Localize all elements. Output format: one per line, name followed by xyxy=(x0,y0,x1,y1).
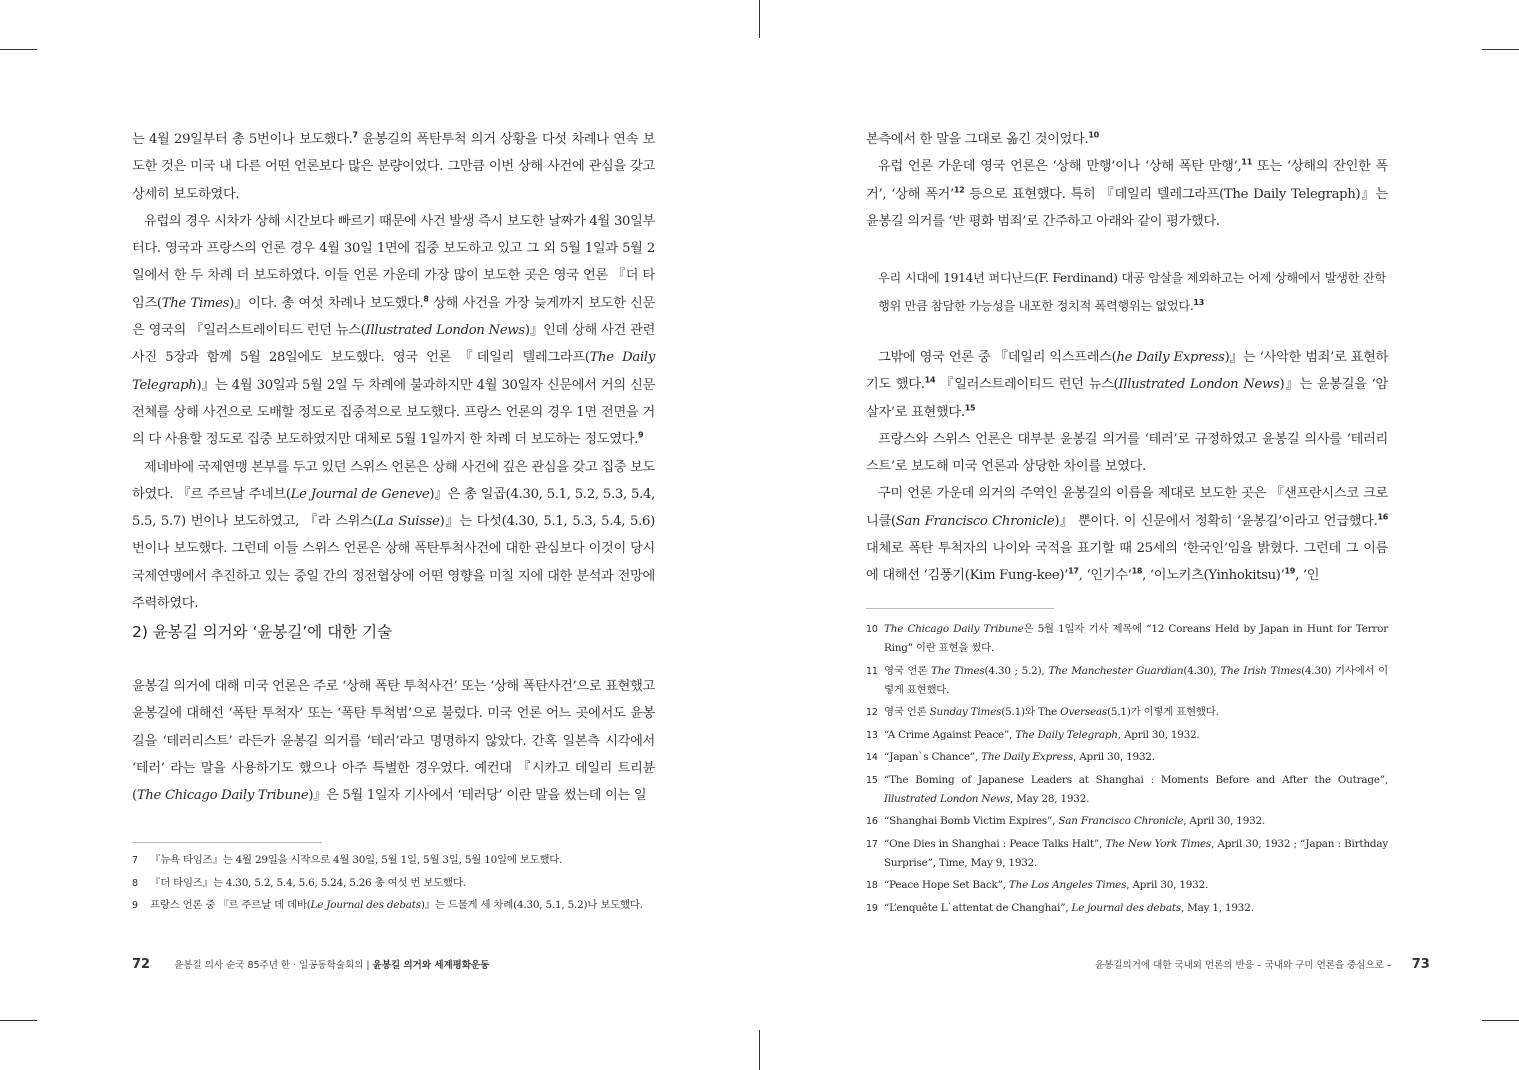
italic-title: Illustrated London News xyxy=(1118,377,1280,393)
right-body-text xyxy=(866,126,1388,235)
italic-title: The Chicago Daily Tribune xyxy=(884,623,1024,635)
footnote xyxy=(866,899,1388,918)
text-run: 유럽 언론 가운데 영국 언론은 ‘상해 만행’이나 ‘상해 폭탄 만행’, xyxy=(878,159,1242,175)
footnote-ref: 18 xyxy=(1131,566,1143,576)
footnote-ref: 15 xyxy=(964,403,976,413)
footnote-text xyxy=(884,748,1388,767)
section-heading: 2) 윤봉길 의거와 ‘윤봉길’에 대한 기술 xyxy=(132,623,393,641)
italic-title: The Daily Telegraph xyxy=(1015,728,1118,741)
footnote xyxy=(866,703,1388,722)
footnote xyxy=(132,896,652,915)
footnote-text xyxy=(884,662,1388,700)
italic-title: The Times xyxy=(930,664,985,677)
text-run: (4.30 ; 5.2), xyxy=(984,664,1049,677)
footnote xyxy=(866,726,1388,745)
quote-text xyxy=(878,264,1386,320)
text-run: 『일러스트레이티드 런던 뉴스( xyxy=(935,377,1119,393)
text-run: , ‘이노키츠(Yinhokitsu)’ xyxy=(1142,568,1285,584)
footnote-text xyxy=(884,620,1388,658)
italic-title: Overseas xyxy=(1060,706,1108,718)
italic-title: Illustrated London News xyxy=(884,792,1011,805)
footnote xyxy=(132,851,652,870)
running-title: 윤봉길 의사 순국 85주년 한 · 일공동학술회의 | xyxy=(174,960,373,971)
footnote-ref: 14 xyxy=(924,375,936,385)
text-run: 는 4월 29일부터 총 5번이나 보도했다. xyxy=(132,132,353,147)
paragraph xyxy=(132,673,655,809)
paragraph xyxy=(866,126,1388,153)
italic-title: he Daily Express xyxy=(1116,350,1225,365)
text-run: 영국 언론 xyxy=(884,664,931,677)
footnote-number: 16 xyxy=(866,816,878,827)
text-run: 프랑스와 스위스 언론은 대부분 윤봉길 의거를 ‘테러’로 규정하였고 윤봉길 의사를 ‘테러리스트’로 보도해 미국 언론과 상당한 차이를 보였다. xyxy=(866,431,1388,475)
footnote-text xyxy=(884,876,1388,895)
paragraph xyxy=(866,480,1388,589)
text-run: , April 30, 1932. xyxy=(1126,879,1209,891)
footnote-text xyxy=(884,703,1388,722)
footnote xyxy=(866,771,1388,809)
text-run: 프랑스 언론 중 『르 주르날 데 데바( xyxy=(150,899,311,911)
running-title-bold: 윤봉길 의거와 세계평화운동 xyxy=(372,960,490,971)
italic-title: Illustrated London News xyxy=(365,323,525,339)
right-body-text-2 xyxy=(866,344,1388,590)
text-run: 우리 시대에 1914년 퍼디난드(F. Ferdinand) 대공 암살을 제외하고는 어제 상해에서 발생한 잔학행위 만큼 참담한 가능성을 내포한 정치적 폭력행위는 없었다. xyxy=(878,271,1386,313)
footnote-ref: 12 xyxy=(953,185,965,195)
footnote-text xyxy=(884,899,1388,918)
text-run: (5.1)와 The xyxy=(1001,706,1061,718)
text-run: 은 5월 1일자 기사 제목에 “12 Coreans Held by Japan in Hunt for Terror Ring” 이란 표현을 썼다. xyxy=(884,623,1388,654)
footnote-rule xyxy=(132,842,322,843)
text-run: )』는 다섯(4.30, 5.1, 5.3, 5.4, 5.6) 번이나 보도했다. 그런데 이들 스위스 언론은 상해 폭탄투척사건에 대한 관심보다 이것이 당시 국제연맹에서 추진하고 있는 중일 간의 정전협상에 어떤 영향을 미칠 지에 대한 분석과 전망에 주력하였다. xyxy=(132,514,655,612)
footnote-ref: 17 xyxy=(1068,566,1079,576)
text-run: , May 1, 1932. xyxy=(1180,901,1254,914)
text-run: )』은 5월 1일자 기사에서 ‘테러당’ 이란 말을 썼는데 이는 일 xyxy=(308,788,647,804)
text-run: 영국 언론 xyxy=(884,706,930,718)
footnote-number: 9 xyxy=(132,900,138,911)
paragraph xyxy=(866,344,1388,426)
page-number: 73 xyxy=(1411,957,1430,972)
block-quote xyxy=(878,264,1386,320)
footnote-text xyxy=(884,835,1388,873)
text-run: )』이다. 총 여섯 차례나 보도했다. xyxy=(229,295,424,311)
footnote-ref: 9 xyxy=(638,430,644,440)
footnote-ref: 13 xyxy=(1193,297,1204,307)
footnote-number: 7 xyxy=(132,855,138,866)
text-run: “Shanghai Bomb Victim Expires”, xyxy=(884,815,1059,827)
footnote-ref: 8 xyxy=(423,294,429,304)
footnote-number: 14 xyxy=(866,752,878,763)
footnote-number: 17 xyxy=(866,838,878,850)
text-run: , ‘인기수’ xyxy=(1078,568,1132,584)
footnote xyxy=(866,835,1388,873)
text-run: )』는 4월 30일과 5월 2일 두 차례에 불과하지만 4월 30일자 신문에서 거의 신문 전체를 상해 사건으로 도배할 정도로 집중적으로 보도했다. 프랑스 언론의 경우 1면 전면을 거의 다 사용할 정도로 집중 보도하였지만 대체로 5월 1일까지 한 차례 더 보도하는 정도였다. xyxy=(132,377,655,448)
footnote-number: 10 xyxy=(866,624,878,635)
text-run: 『뉴욕 타임즈』는 4월 29일을 시작으로 4월 30일, 5월 1일, 5월 3일, 5월 10일에 보도했다. xyxy=(150,854,563,866)
footnote-number: 15 xyxy=(866,774,878,786)
text-run: (4.30), xyxy=(1183,664,1221,677)
page-number: 72 xyxy=(132,957,151,972)
text-run: , April 30, 1932. xyxy=(1073,751,1155,763)
text-run: )』 뿐이다. 이 신문에서 정확히 ‘윤봉길’이라고 언급했다. xyxy=(1054,513,1378,529)
footnote-text xyxy=(150,874,652,893)
italic-title: The Daily Telegraph xyxy=(132,350,655,393)
italic-title: The Manchester Guardian xyxy=(1048,664,1184,677)
left-footnotes xyxy=(132,851,652,919)
footnote-number: 8 xyxy=(132,877,138,889)
text-run: 또는 ‘상해의 잔인한 폭거’, ‘상해 폭거’ xyxy=(866,159,1388,202)
footnote xyxy=(866,662,1388,700)
footnote-text xyxy=(884,726,1388,745)
italic-title: The Irish Times xyxy=(1220,664,1302,677)
text-run: “L’enquête L`attentat de Changhai”, xyxy=(884,901,1072,914)
footnote xyxy=(866,812,1388,831)
running-title: 윤봉길의거에 대한 국내외 언론의 반응 – 국내와 구미 언론을 중심으로 – xyxy=(1095,960,1392,971)
text-run: “The Boming of Japanese Leaders at Shanghai : Moments Before and After the Outrage”, xyxy=(884,773,1388,786)
footnote-ref: 19 xyxy=(1284,566,1296,576)
italic-title: Le Journal de Geneve xyxy=(290,486,430,502)
text-run: (5.1)가 이렇게 표현했다. xyxy=(1107,706,1219,718)
italic-title: San Francisco Chronicle xyxy=(1058,815,1184,827)
italic-title: The Daily Express xyxy=(981,751,1074,763)
italic-title: The Times xyxy=(161,295,230,311)
text-run: 『더 타임즈』는 4.30, 5.2, 5.4, 5.6, 5.24, 5.26 총 여섯 번 보도했다. xyxy=(150,876,466,889)
text-run: (4.30) 기사에서 이렇게 표현했다. xyxy=(884,664,1389,696)
footnote xyxy=(866,620,1388,658)
footnote-ref: 10 xyxy=(1088,130,1099,140)
text-run: , April 30, 1932. xyxy=(1117,728,1200,741)
text-run: “A Crime Against Peace”, xyxy=(884,728,1016,741)
text-run: 윤봉길의 폭탄투척 의거 상황을 다섯 차례나 연속 보도한 것은 미국 내 다른 어떤 언론보다 많은 분량이었다. 그만큼 이번 상해 사건에 관심을 갖고 상세히 보도하였다. xyxy=(132,132,656,202)
italic-title: The Los Angeles Times xyxy=(1008,879,1127,891)
italic-title: La Suisse xyxy=(377,514,440,530)
italic-title: San Francisco Chronicle xyxy=(895,513,1055,529)
footnote-ref: 16 xyxy=(1377,512,1389,522)
text-run: “Japan`s Chance”, xyxy=(884,751,982,763)
footnote-text xyxy=(150,896,652,915)
footnote-text xyxy=(884,771,1388,809)
text-run: 등으로 표현했다. 특히 『데일리 텔레그라프(The Daily Telegraph)』는 윤봉길 의거를 ‘반 평화 범죄’로 간주하고 아래와 같이 평가했다. xyxy=(866,186,1388,229)
text-run: , April 30, 1932 ; “Japan : Birthday Surprise”, Time, May 9, 1932. xyxy=(884,837,1388,869)
footnote-text xyxy=(884,812,1388,831)
text-run: 구미 언론 가운데 의거의 주역인 윤봉길의 이름을 제대로 보도한 곳은 『샌프란시스코 크로니클( xyxy=(866,486,1388,529)
footnote-ref: 7 xyxy=(352,130,358,140)
text-run: 그밖에 영국 언론 중 『데일리 익스프레스( xyxy=(878,350,1117,365)
text-run: “One Dies in Shanghai : Peace Talks Halt”, xyxy=(884,837,1106,850)
text-run: )』는 ‘사악한 범죄’로 표현하기도 했다. xyxy=(866,350,1389,393)
left-body-text-2 xyxy=(132,673,655,809)
text-run: )』는 드물게 세 차례(4.30, 5.1, 5.2)나 보도했다. xyxy=(420,899,643,911)
text-run: )』인데 상해 사건 관련 사진 5장과 함께 5월 28일에도 보도했다. 영국 언론 『데일리 텔레그라프( xyxy=(132,323,656,366)
footnote-number: 11 xyxy=(866,665,878,677)
text-run: “Peace Hope Set Back”, xyxy=(884,879,1009,891)
left-body-text xyxy=(132,126,655,617)
page-footer-left xyxy=(132,957,489,972)
text-run: , ‘인 xyxy=(1295,568,1320,584)
footnote xyxy=(866,748,1388,767)
footnote-number: 13 xyxy=(866,729,878,741)
text-run: 대체로 폭탄 투척자의 나이와 국적을 표기할 때 25세의 ‘한국인’임을 밝혔다. 그런데 그 이름에 대해선 ‘김풍기(Kim Fung-kee)’ xyxy=(866,541,1388,584)
text-run: 상해 사건을 가장 늦게까지 보도한 신문은 영국의 『일러스트레이티드 런던 뉴스( xyxy=(132,295,655,339)
paragraph xyxy=(132,454,655,618)
text-run: 유럽의 경우 시차가 상해 시간보다 빠르기 때문에 사건 발생 즉시 보도한 날짜가 4월 30일부터다. 영국과 프랑스의 언론 경우 4월 30일 1면에 집중 보도하고 있고 그 외 5월 1일과 5월 2일에서 한 두 차례 더 보도하였다. 이들 언론 가운데 가장 많이 보도한 곳은 영국 언론 『더 타임즈( xyxy=(132,213,655,311)
footnote-ref: 11 xyxy=(1241,157,1252,167)
text-run: , April 30, 1932. xyxy=(1183,815,1266,827)
italic-title: Le Journal des debats xyxy=(310,899,421,911)
text-run: )』은 총 일곱(4.30, 5.1, 5.2, 5.3, 5.4, 5.5, 5.7) 번이나 보도하였고, 『라 스위스( xyxy=(132,486,655,530)
footnote-number: 12 xyxy=(866,707,878,718)
text-run: 윤봉길 의거에 대해 미국 언론은 주로 ‘상해 폭탄 투척사건’ 또는 ‘상해 폭탄사건’으로 표현했고 윤봉길에 대해선 ‘폭탄 투척자’ 또는 ‘폭탄 투척범’으로 불렀다. 미국 언론 어느 곳에서도 윤봉길을 ‘테러리스트’ 라든가 윤봉길 의거를 ‘테러’라고 명명하지 않았다. 간혹 일본측 시각에서 ‘테러’ 라는 말을 사용하기도 했으나 아주 특별한 경우였다. 예컨대 『시카고 데일리 트리뷴( xyxy=(132,679,655,804)
footnote-number: 19 xyxy=(866,902,878,914)
text-run: 제네바에 국제연맹 본부를 두고 있던 스위스 언론은 상해 사건에 깊은 관심을 갖고 집중 보도하였다. 『르 주르날 주네브( xyxy=(132,459,655,502)
footnote xyxy=(132,874,652,893)
footnote-number: 18 xyxy=(866,880,878,891)
italic-title: Le journal des debats xyxy=(1071,901,1181,914)
italic-title: The New York Times xyxy=(1105,837,1212,850)
page-footer-right xyxy=(1095,957,1430,972)
text-run: )』는 윤봉길을 ‘암살자’로 표현했다. xyxy=(866,377,1388,420)
text-run: , May 28, 1932. xyxy=(1010,792,1090,805)
footnote-text xyxy=(150,851,652,870)
paragraph xyxy=(132,126,655,208)
paragraph xyxy=(866,153,1388,235)
paragraph xyxy=(866,426,1388,481)
footnote-rule xyxy=(866,608,1054,609)
text-run: 본측에서 한 말을 그대로 옮긴 것이었다. xyxy=(866,132,1089,147)
footnote xyxy=(866,876,1388,895)
right-footnotes xyxy=(866,620,1388,921)
paragraph xyxy=(132,208,655,454)
italic-title: Sunday Times xyxy=(929,706,1002,718)
italic-title: The Chicago Daily Tribune xyxy=(136,788,309,804)
